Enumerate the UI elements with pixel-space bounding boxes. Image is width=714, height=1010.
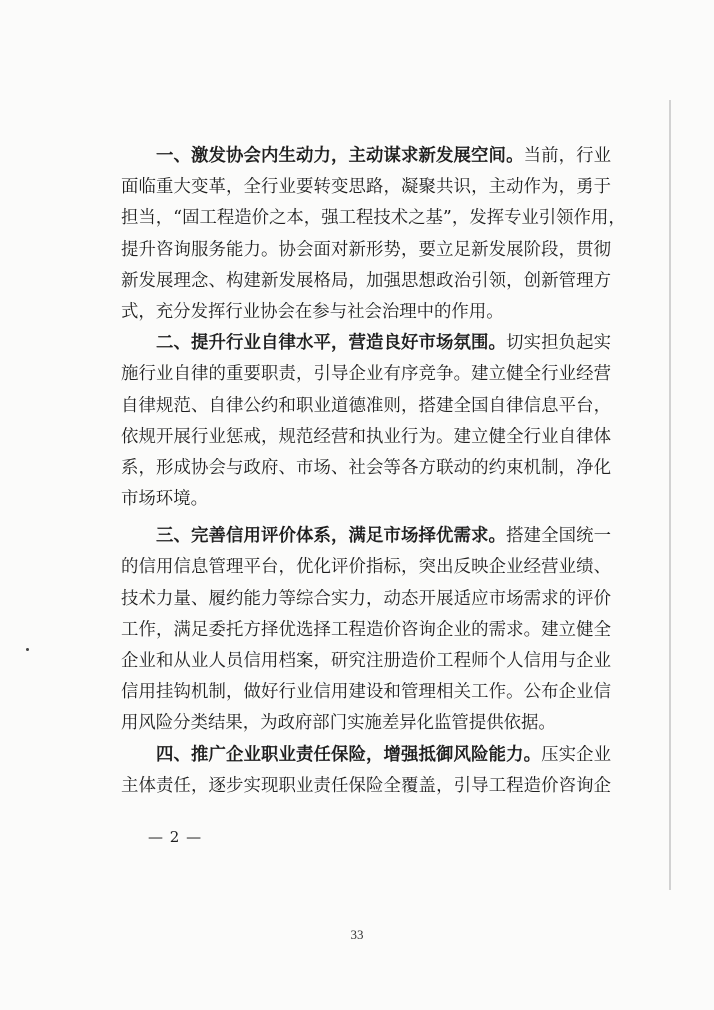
paragraph-4-line-1: 四、推广企业职业责任保险，增强抵御风险能力。压实企业 [156, 744, 611, 765]
paragraph-2-line: 自律规范、自律公约和职业道德准则，搭建全国自律信息平台， [121, 395, 611, 416]
paragraph-2-line: 依规开展行业惩戒，规范经营和执业行为。建立健全行业自律体 [121, 426, 611, 447]
paragraph-3-line: 技术力量、履约能力等综合实力，动态开展适应市场需求的评价 [121, 588, 611, 609]
paragraph-3-line: 用风险分类结果，为政府部门实施差异化监管提供依据。 [121, 713, 556, 734]
paragraph-3-line: 工作，满足委托方择优选择工程造价咨询企业的需求。建立健全 [121, 619, 611, 640]
body-text [121, 141, 626, 802]
paragraph-3-heading: 三、完善信用评价体系，满足市场择优需求。 [156, 526, 507, 547]
paragraph-1-line: 新发展理念、构建新发展格局，加强思想政治引领，创新管理方 [121, 270, 611, 291]
paragraph-3-line: 信用挂钩机制，做好行业信用建设和管理相关工作。公布企业信 [121, 682, 611, 703]
paragraph-2-line: 施行业自律的重要职责，引导企业有序竞争。建立健全行业经营 [121, 364, 611, 385]
sheet-number: 33 [350, 927, 364, 942]
paragraph-3-line: 企业和从业人员信用档案，研究注册造价工程师个人信用与企业 [121, 651, 611, 671]
paragraph-3-line-1: 三、完善信用评价体系，满足市场择优需求。搭建全国统一 [156, 526, 611, 547]
paragraph-1-line: 式，充分发挥行业协会在参与社会治理中的作用。 [121, 301, 504, 322]
paragraph-2-heading: 二、提升行业自律水平，营造良好市场氛围。 [156, 333, 507, 354]
paragraph-2-line: 系，形成协会与政府、市场、社会等各方联动的约束机制，净化 [121, 457, 611, 478]
paragraph-3-line: 的信用信息管理平台，优化评价指标，突出反映企业经营业绩、 [121, 557, 611, 578]
paragraph-4-heading: 四、推广企业职业责任保险，增强抵御风险能力。 [156, 744, 542, 765]
paragraph-2-line-1: 二、提升行业自律水平，营造良好市场氛围。切实担负起实 [156, 333, 611, 354]
page-marker: — 2 — [148, 828, 203, 846]
paragraph-1-line: 担当，“固工程造价之本，强工程技术之基”，发挥专业引领作用， [121, 208, 626, 229]
scan-edge-shadow [669, 100, 671, 890]
paragraph-2-line: 市场环境。 [121, 489, 208, 510]
paragraph-4-line: 主体责任，逐步实现职业责任保险全覆盖，引导工程造价咨询企 [121, 775, 611, 796]
paragraph-1-line: 提升咨询服务能力。协会面对新形势，要立足新发展阶段，贯彻 [121, 239, 611, 260]
paragraph-1-line: 面临重大变革，全行业要转变思路，凝聚共识，主动作为，勇于 [121, 177, 611, 198]
paragraph-1-heading: 一、激发协会内生动力，主动谋求新发展空间。 [156, 146, 524, 166]
scan-speck [26, 648, 29, 651]
paragraph-1-line-1: 一、激发协会内生动力，主动谋求新发展空间。当前，行业 [156, 146, 611, 166]
